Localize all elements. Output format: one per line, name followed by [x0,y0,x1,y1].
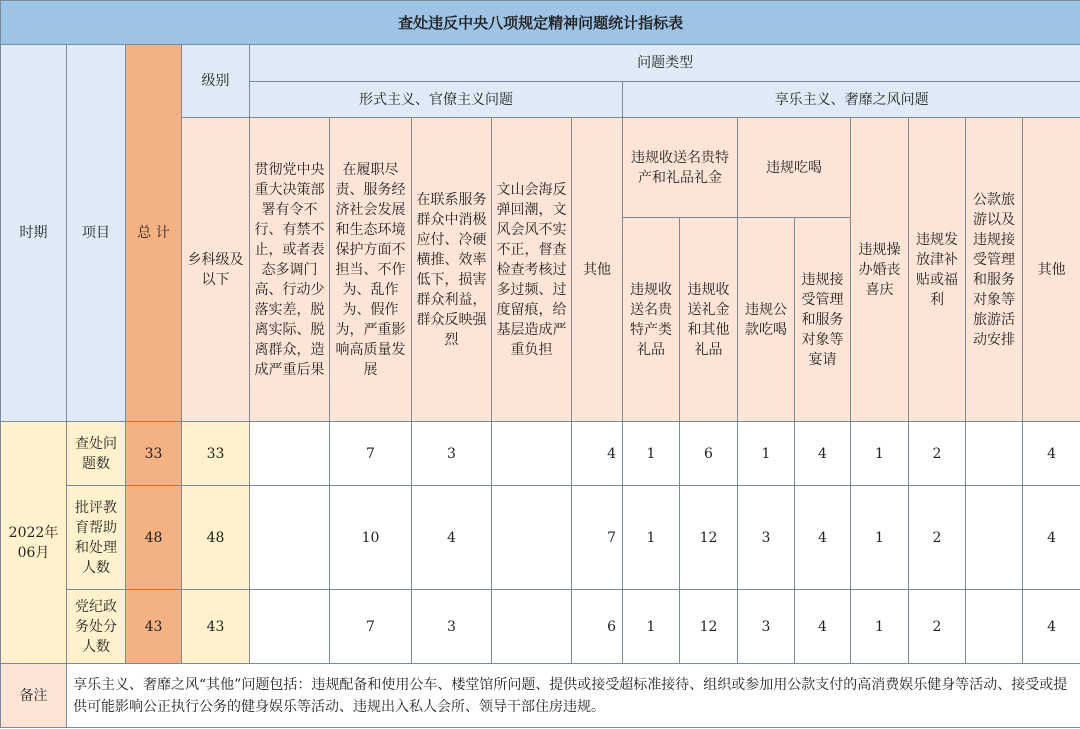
cell-f3: 4 [412,486,492,590]
header-gift-col-specialty: 违规收送名贵特产类礼品 [623,218,680,422]
header-dining-group: 违规吃喝 [738,118,851,218]
cell-g2: 12 [680,486,738,590]
cell-h4: 4 [1023,486,1080,590]
header-hedonism-col-travel: 公款旅游以及违规接受管理和服务对象等旅游活动安排 [966,118,1023,422]
cell-h2: 2 [909,422,966,486]
header-period: 时期 [1,45,67,422]
cell-f3: 3 [412,590,492,664]
cell-f5: 7 [572,486,623,590]
cell-f1 [250,422,330,486]
cell-d2: 4 [795,422,851,486]
header-total: 总 计 [126,45,182,422]
header-formalism-col-2: 在履职尽责、服务经济社会发展和生态环境保护方面不担当、不作为、乱作为、假作为，严重影响高质量发展 [330,118,412,422]
header-formalism-col-1: 贯彻党中央重大决策部署有令不行、有禁不止，或者表态多调门高、行动少落实差，脱离实际、脱离群众，造成严重后果 [250,118,330,422]
cell-h4: 4 [1023,590,1080,664]
header-hedonism-group: 享乐主义、奢靡之风问题 [623,82,1080,118]
row-total: 48 [126,486,182,590]
period-cell: 2022年06月 [1,422,67,664]
cell-f5: 6 [572,590,623,664]
table-row [1,486,1080,590]
row-item: 党纪政务处分人数 [67,590,126,664]
cell-h4: 4 [1023,422,1080,486]
header-formalism-col-3: 在联系服务群众中消极应付、冷硬横推、效率低下，损害群众利益，群众反映强烈 [412,118,492,422]
cell-d1: 3 [738,486,795,590]
cell-g2: 12 [680,590,738,664]
header-item: 项目 [67,45,126,422]
header-formalism-group: 形式主义、官僚主义问题 [250,82,623,118]
cell-f5: 4 [572,422,623,486]
cell-f1 [250,590,330,664]
header-gift-col-cash: 违规收送礼金和其他礼品 [680,218,738,422]
cell-f4 [492,422,572,486]
row-level: 33 [182,422,250,486]
cell-f2: 10 [330,486,412,590]
header-level: 级别 [182,45,250,118]
row-total: 33 [126,422,182,486]
cell-g1: 1 [623,486,680,590]
row-total: 43 [126,590,182,664]
cell-d1: 1 [738,422,795,486]
cell-g1: 1 [623,422,680,486]
header-hedonism-col-other: 其他 [1023,118,1080,422]
row-level: 48 [182,486,250,590]
cell-f2: 7 [330,422,412,486]
cell-f2: 7 [330,590,412,664]
cell-f4 [492,486,572,590]
header-dining-col-banquet: 违规接受管理和服务对象等宴请 [795,218,851,422]
cell-d2: 4 [795,486,851,590]
header-dining-col-public: 违规公款吃喝 [738,218,795,422]
table-row [1,422,1080,486]
row-item: 批评教育帮助和处理人数 [67,486,126,590]
cell-h3 [966,422,1023,486]
header-level-value: 乡科级及以下 [182,118,250,422]
row-level: 43 [182,590,250,664]
cell-f3: 3 [412,422,492,486]
cell-h2: 2 [909,590,966,664]
cell-h3 [966,486,1023,590]
cell-d2: 4 [795,590,851,664]
cell-h3 [966,590,1023,664]
cell-g1: 1 [623,590,680,664]
cell-f1 [250,486,330,590]
header-gift-group: 违规收送名贵特产和礼品礼金 [623,118,738,218]
cell-h1: 1 [851,590,909,664]
remark-label: 备注 [1,664,67,728]
table-row [1,590,1080,664]
header-formalism-col-other: 其他 [572,118,623,422]
cell-h1: 1 [851,486,909,590]
cell-d1: 3 [738,590,795,664]
header-hedonism-col-allowance: 违规发放津补贴或福利 [909,118,966,422]
remark-text: 享乐主义、奢靡之风“其他”问题包括：违规配备和使用公车、楼堂馆所问题、提供或接受超标准接待、组织或参加用公款支付的高消费娱乐健身等活动、接受或提供可能影响公正执行公务的健身娱乐等活动、违规出入私人会所、领导干部住房违规。 [67,664,1080,728]
table-title: 查处违反中央八项规定精神问题统计指标表 [1,1,1080,45]
header-hedonism-col-weddings: 违规操办婚丧喜庆 [851,118,909,422]
row-item: 查处问题数 [67,422,126,486]
cell-g2: 6 [680,422,738,486]
cell-h1: 1 [851,422,909,486]
header-formalism-col-4: 文山会海反弹回潮，文风会风不实不正，督查检查考核过多过频、过度留痕，给基层造成严重负担 [492,118,572,422]
header-problem-type: 问题类型 [250,45,1080,82]
cell-f4 [492,590,572,664]
cell-h2: 2 [909,486,966,590]
